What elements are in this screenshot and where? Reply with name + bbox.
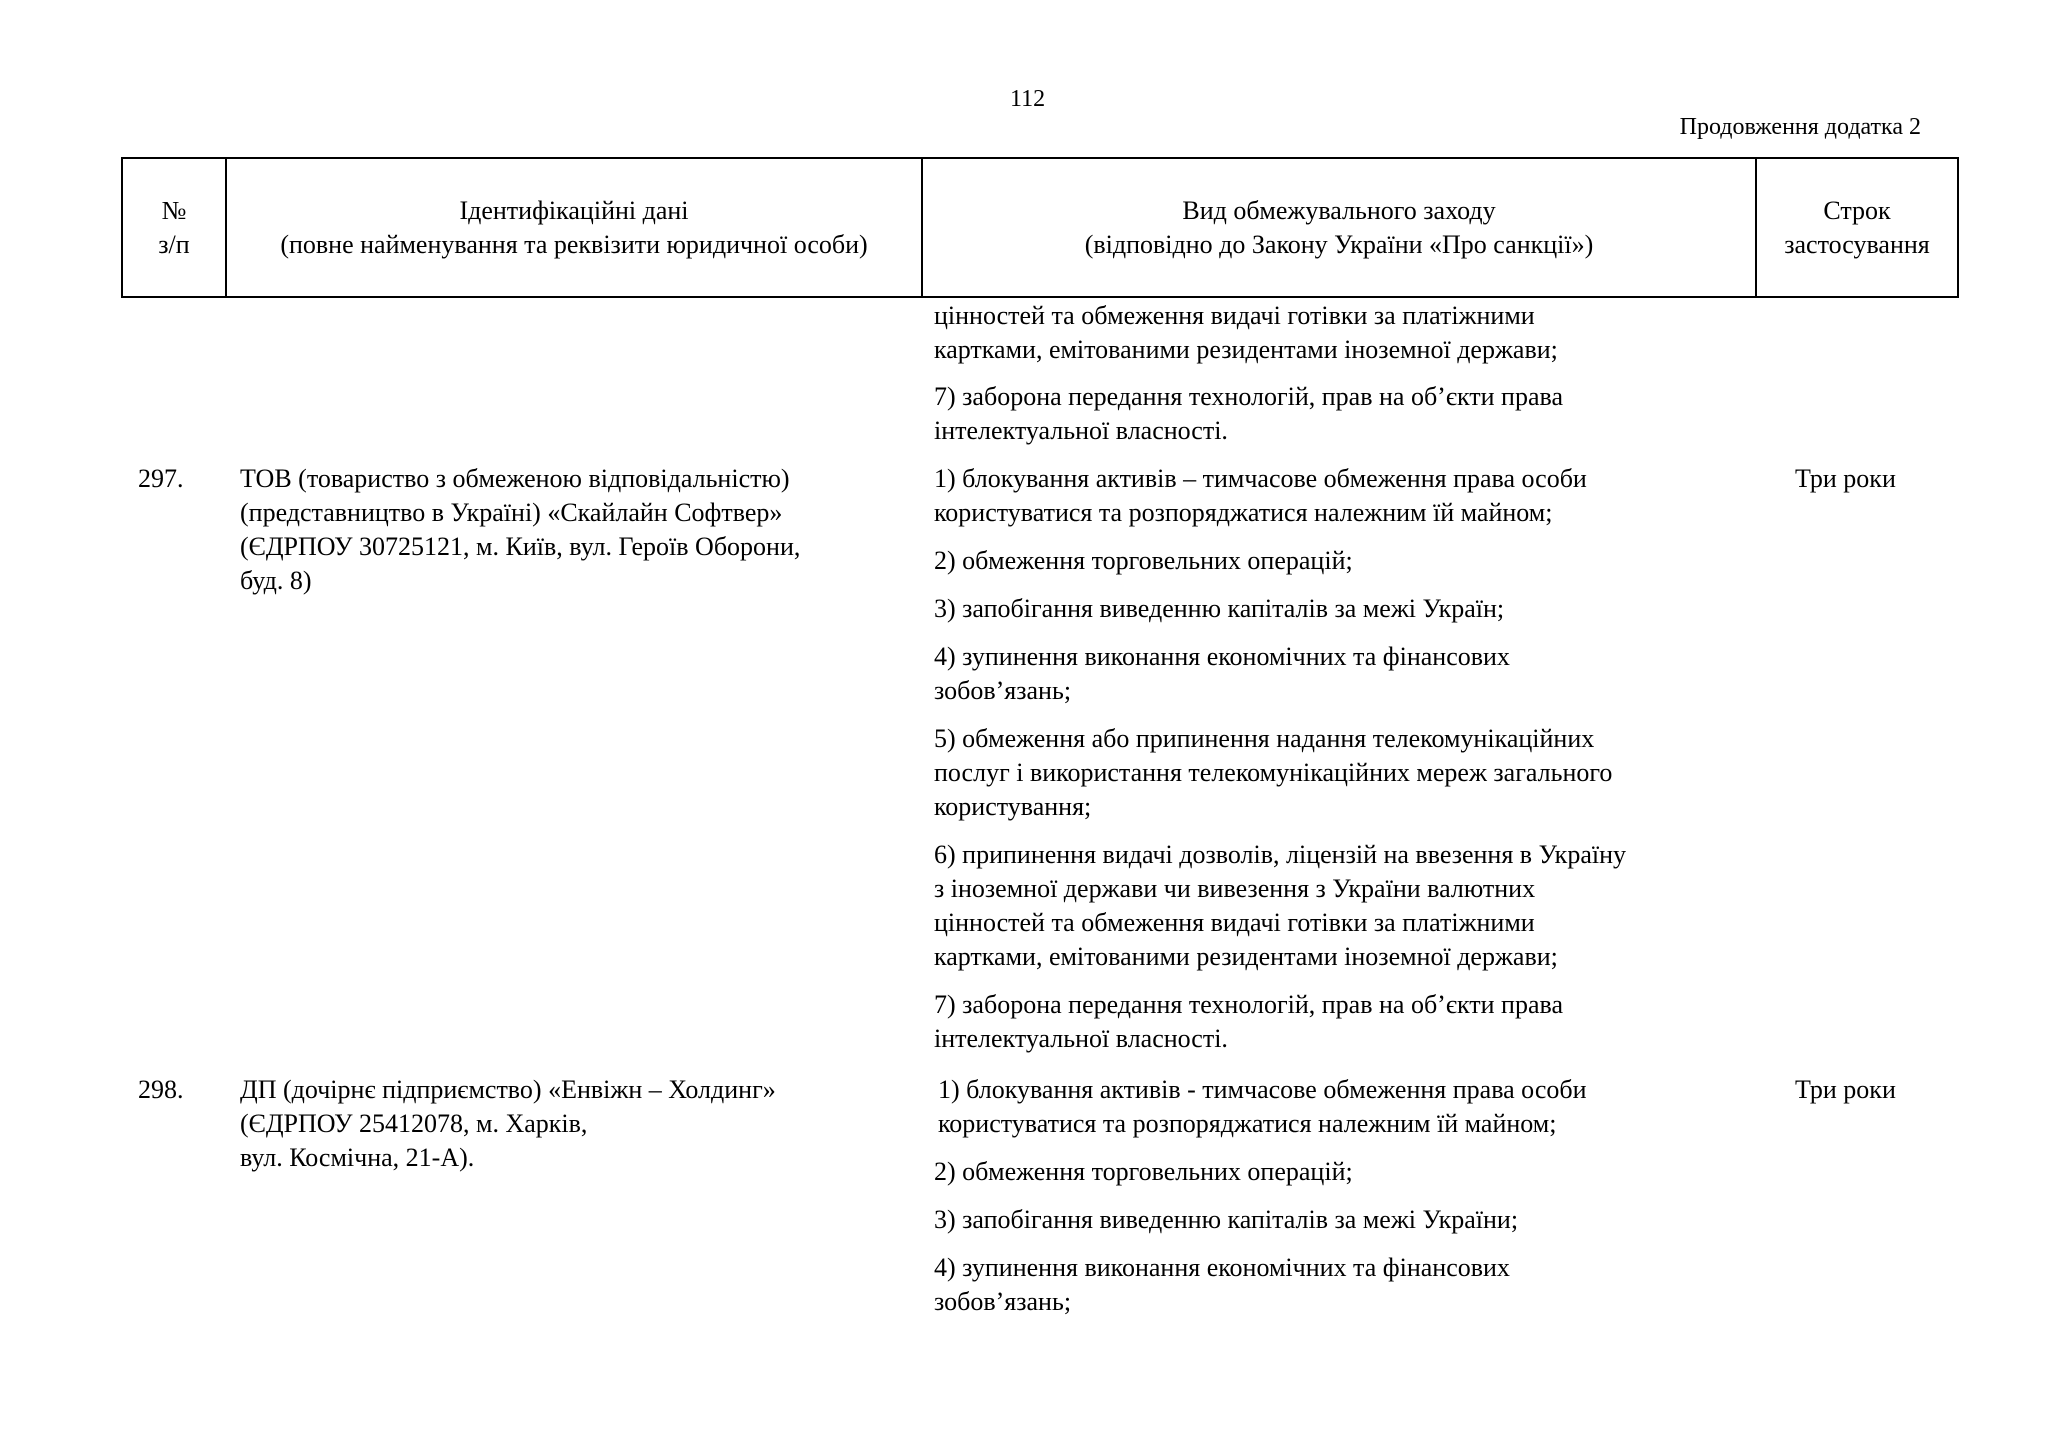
entity-line: (представництво в Україні) «Скайлайн Софтвер» (240, 498, 783, 527)
measure-line: 2) обмеження торговельних операцій; (934, 1157, 1353, 1186)
term-value: Три роки (1795, 1075, 1896, 1104)
measure-line: користуватися та розпоряджатися належним їй майном; (938, 1109, 1557, 1138)
measure-line: зобов’язань; (934, 1287, 1072, 1316)
carryover-line: інтелектуальної власності. (934, 416, 1228, 445)
header-measure: Вид обмежувального заходу (відповідно до Закону України «Про санкції») (923, 159, 1757, 296)
measure-line: 4) зупинення виконання економічних та фінансових (934, 1253, 1510, 1282)
entity-line: ТОВ (товариство з обмеженою відповідальністю) (240, 464, 790, 493)
measure-line: користування; (934, 792, 1092, 821)
table-header (121, 157, 1959, 298)
measure-line: 1) блокування активів – тимчасове обмеження права особи (934, 464, 1587, 493)
carryover-line: 7) заборона передання технологій, прав на об’єкти права (934, 382, 1563, 411)
measure-line: 7) заборона передання технологій, прав на об’єкти права (934, 990, 1563, 1019)
page-number: 112 (1010, 86, 1046, 112)
measure-line: з іноземної держави чи вивезення з України валютних (934, 874, 1536, 903)
measure-line: 3) запобігання виведенню капіталів за межі Україн; (934, 594, 1505, 623)
measure-line: картками, емітованими резидентами іноземної держави; (934, 942, 1558, 971)
measure-line: зобов’язань; (934, 676, 1072, 705)
measure-line: послуг і використання телекомунікаційних мереж загального (934, 758, 1613, 787)
entity-line: (ЄДРПОУ 25412078, м. Харків, (240, 1109, 588, 1138)
entity-line: вул. Космічна, 21-А). (240, 1143, 475, 1172)
measure-line: 1) блокування активів - тимчасове обмеження права особи (938, 1075, 1587, 1104)
measure-line: інтелектуальної власності. (934, 1024, 1228, 1053)
entity-line: (ЄДРПОУ 30725121, м. Київ, вул. Героїв Оборони, (240, 532, 801, 561)
measure-line: 6) припинення видачі дозволів, ліцензій на ввезення в Україну (934, 840, 1626, 869)
header-term: Строк застосування (1784, 195, 1930, 259)
continuation-label: Продовження додатка 2 (1679, 114, 1921, 140)
entity-line: ДП (дочірнє підприємство) «Енвіжн – Холдинг» (240, 1075, 776, 1104)
term-value: Три роки (1795, 464, 1896, 493)
entity-line: буд. 8) (240, 566, 312, 595)
carryover-line: цінностей та обмеження видачі готівки за платіжними (934, 301, 1535, 330)
carryover-line: картками, емітованими резидентами іноземної держави; (934, 335, 1558, 364)
measure-line: цінностей та обмеження видачі готівки за платіжними (934, 908, 1535, 937)
measure-line: 5) обмеження або припинення надання телекомунікаційних (934, 724, 1595, 753)
measure-line: 2) обмеження торговельних операцій; (934, 546, 1353, 575)
header-number: № з/п (123, 159, 227, 296)
measure-line: 3) запобігання виведенню капіталів за межі України; (934, 1205, 1519, 1234)
row-number: 297. (138, 464, 184, 493)
measure-line: користуватися та розпоряджатися належним їй майном; (934, 498, 1553, 527)
measure-line: 4) зупинення виконання економічних та фінансових (934, 642, 1510, 671)
header-identification: Ідентифікаційні дані (повне найменування та реквізити юридичної особи) (227, 159, 923, 296)
row-number: 298. (138, 1075, 184, 1104)
